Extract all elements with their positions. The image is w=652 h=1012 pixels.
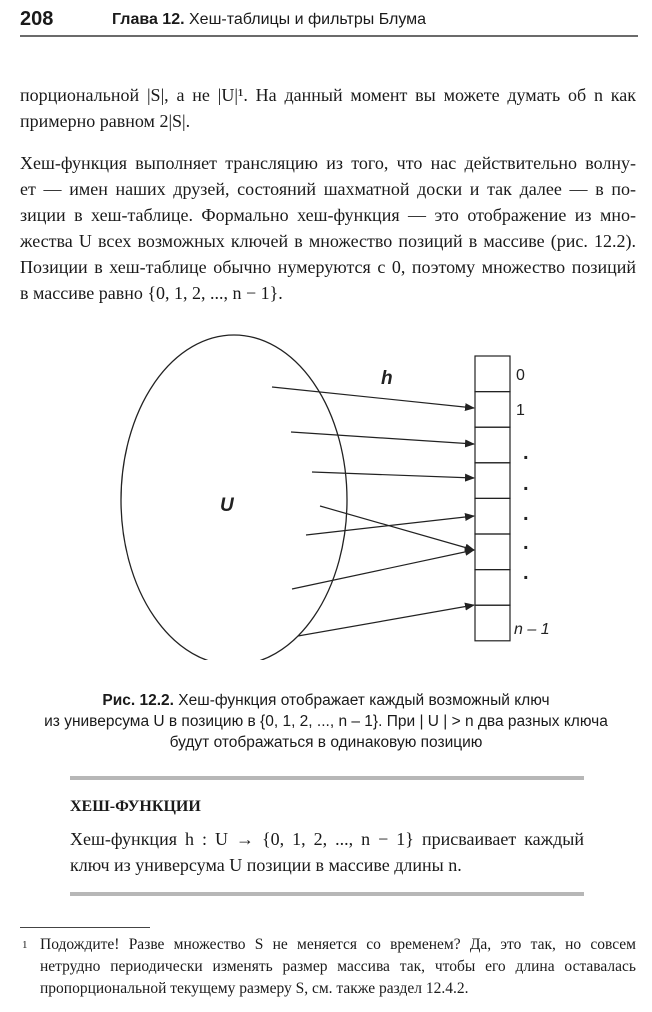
ellipsis-dot: . — [523, 473, 529, 495]
array-slot — [475, 427, 510, 463]
mapping-arrow — [298, 605, 474, 636]
paragraph-line: Позиции в хеш-таблице обычно нумеруются с 0, поэтому множество позиций — [20, 257, 636, 277]
array-slots — [475, 356, 510, 641]
figure-caption — [40, 690, 612, 753]
paragraph-line: жества U всех возможных ключей в множество позиций в массиве (рис. 12.2). — [20, 231, 636, 251]
footnote-text — [40, 934, 636, 1000]
paragraph-line: порциональной |S|, а не |U|¹. На данный момент вы можете думать об n как — [20, 85, 636, 105]
definition-box — [70, 776, 584, 896]
footnote-marker: 1 — [22, 939, 28, 951]
caption-text: Хеш-функция отображает каждый возможный ключ — [178, 692, 550, 709]
hash-function-figure — [0, 330, 652, 660]
paragraph-line: в массиве равно {0, 1, 2, ..., n − 1}. — [20, 283, 283, 303]
array-slot — [475, 534, 510, 570]
index-one: 1 — [516, 402, 525, 419]
definition-line-2: ключ из универсума U позиции в массиве длины n. — [70, 855, 462, 875]
caption-label: Рис. 12.2. — [102, 692, 174, 709]
page-number: 208 — [20, 8, 54, 30]
array-slot — [475, 498, 510, 534]
paragraph-line: зиции в хеш-таблице. Формально хеш-функция — это отображение из мно- — [20, 205, 636, 225]
mapping-arrow — [272, 387, 474, 408]
definition-text — [70, 826, 584, 878]
footnote-line: Подождите! Разве множество S не меняется со временем? Да, это так, но совсем — [40, 936, 636, 953]
mapping-arrow — [292, 550, 474, 589]
array-slot — [475, 605, 510, 641]
universe-ellipse — [121, 335, 347, 660]
definition-line-1: Хеш-функция h : U → {0, 1, 2, ..., n − 1} присваивает каждый — [70, 829, 584, 849]
mapping-arrows — [272, 387, 474, 636]
ellipsis-dot: . — [523, 532, 529, 554]
array-slot — [475, 463, 510, 499]
caption-line-2: из универсума U в позицию в {0, 1, 2, ..., n – 1}. При | U | > n два разных ключа — [44, 713, 608, 730]
ellipsis-dot: . — [523, 562, 529, 584]
ellipsis-dot: . — [523, 503, 529, 525]
chapter-title — [112, 11, 426, 29]
index-last: n – 1 — [514, 621, 550, 638]
chapter-label: Глава 12. — [112, 11, 185, 28]
running-header — [20, 7, 638, 37]
paragraph-line: примерно равном 2|S|. — [20, 111, 191, 131]
array-slot — [475, 392, 510, 428]
mapping-arrow — [291, 432, 474, 444]
footnote-rule — [20, 927, 150, 928]
footnote-line: пропорциональной текущему размеру S, см. также раздел 12.4.2. — [40, 980, 469, 997]
footnote-line: нетрудно периодически изменять размер массива так, чтобы его длина оставалась — [40, 958, 636, 975]
definition-title: ХЕШ-ФУНКЦИИ — [70, 798, 201, 815]
function-label: h — [381, 368, 393, 389]
array-slot — [475, 570, 510, 606]
ellipsis-dot: . — [523, 442, 529, 464]
caption-line-3: будут отображаться в одинаковую позицию — [169, 734, 483, 751]
mapping-arrow — [312, 472, 474, 478]
paragraph-1 — [20, 82, 636, 134]
paragraph-line: Хеш-функция выполняет трансляцию из того, что нас действительно волну- — [20, 153, 636, 173]
index-zero: 0 — [516, 367, 525, 384]
universe-label: U — [220, 495, 234, 516]
array-slot — [475, 356, 510, 392]
chapter-name: Хеш-таблицы и фильтры Блума — [189, 11, 427, 28]
paragraph-line: ет — имен наших друзей, состояний шахматной доски и так далее — в по- — [20, 179, 636, 199]
paragraph-2 — [20, 150, 636, 306]
caption-line-1 — [40, 690, 612, 711]
